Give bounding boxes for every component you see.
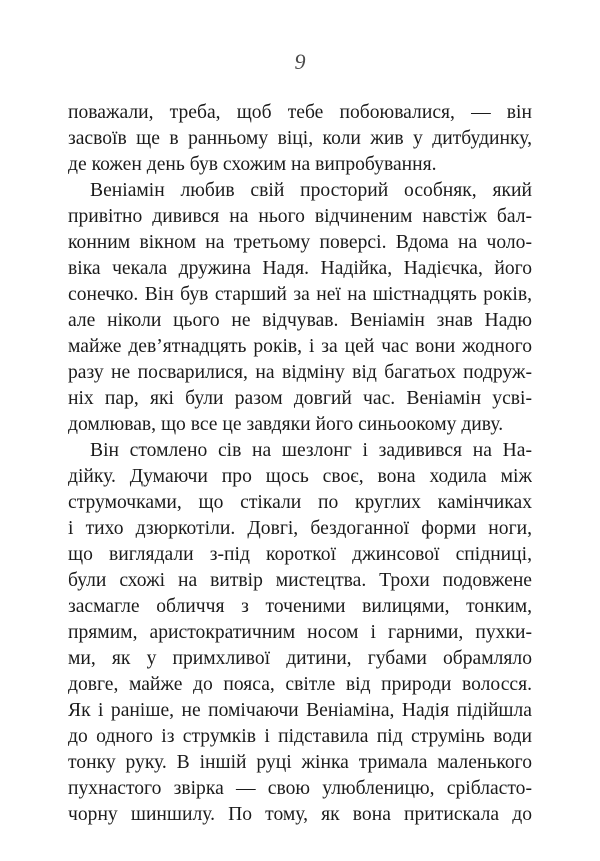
text-line: і тихо дзюркотіли. Довгі, бездоганної форми ноги,: [68, 518, 532, 539]
text-line: що виглядали з-під короткої джинсової спідниці,: [68, 544, 532, 565]
paragraph: [68, 178, 532, 438]
text-line: до одного із струмків і підставила під струмінь води: [68, 726, 532, 747]
text-line: домлював, що все це завдяки його синьоокому диву.: [68, 414, 504, 435]
paragraph: [68, 438, 532, 828]
text-line: струмочками, що стікали по круглих камінчиках: [68, 492, 532, 513]
page-number: 9: [294, 49, 306, 74]
text-line: сонечко. Він був старший за неї на шістнадцять років,: [68, 284, 532, 305]
text-line: чорну шиншилу. По тому, як вона притискала до: [68, 804, 532, 825]
text-line: ніх пар, які були разом довгий час. Веніамін усві-: [68, 388, 532, 409]
text-line: засвоїв ще в ранньому віці, коли жив у дитбудинку,: [68, 128, 532, 149]
text-line: довге, майже до пояса, світле від природи волосся.: [68, 674, 532, 695]
body-text: [68, 100, 532, 828]
text-line: пухнастого звірка — свою улюбленицю, срібласто-: [68, 778, 532, 799]
paragraph: [68, 100, 532, 178]
text-line: разу не посварилися, на відміну від багатьох подруж-: [68, 362, 532, 383]
text-line: майже дев’ятнадцять років, і за цей час вони жодного: [68, 336, 532, 357]
text-line: були схожі на витвір мистецтва. Трохи подовжене: [68, 570, 532, 591]
text-line: Веніамін любив свій просторий особняк, який: [90, 180, 532, 201]
text-line: ми, як у примхливої дитини, губами обрамляло: [68, 648, 532, 669]
text-line: привітно дивився на нього відчиненим навстіж бал-: [68, 206, 532, 227]
text-line: засмагле обличчя з точеними вилицями, тонким,: [68, 596, 532, 617]
text-line: віка чекала дружина Надя. Надійка, Надієчка, його: [68, 258, 532, 279]
text-line: Як і раніше, не помічаючи Веніаміна, Надія підійшла: [68, 700, 532, 721]
text-line: дійку. Думаючи про щось своє, вона ходила між: [68, 466, 532, 487]
text-line: але ніколи цього не відчував. Веніамін знав Надю: [68, 310, 532, 331]
text-line: поважали, треба, щоб тебе побоювалися, — він: [68, 102, 532, 123]
text-line: де кожен день був схожим на випробування.: [68, 154, 437, 175]
text-line: конним вікном на третьому поверсі. Вдома на чоло-: [68, 232, 532, 253]
text-line: тонку руку. В іншій руці жінка тримала маленького: [68, 752, 532, 773]
text-line: прямим, аристократичним носом і гарними, пухки-: [68, 622, 532, 643]
text-line: Він стомлено сів на шезлонг і задивився на На-: [90, 440, 532, 461]
